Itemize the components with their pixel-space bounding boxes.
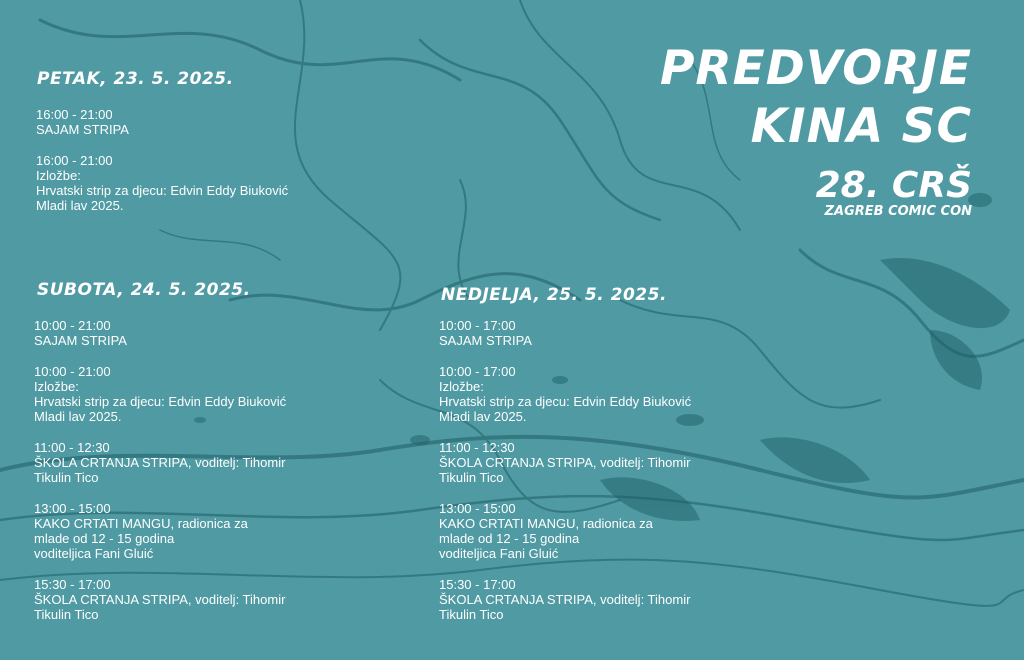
saturday-events — [34, 318, 354, 638]
event-line: voditeljica Fani Gluić — [439, 546, 559, 561]
event-line: voditeljica Fani Gluić — [34, 546, 154, 561]
event-item — [34, 501, 354, 561]
event-line: Hrvatski strip za djecu: Edvin Eddy Biuković — [36, 183, 289, 198]
event-time: 16:00 - 21:00 — [36, 153, 113, 168]
event-line: SAJAM STRIPA — [439, 333, 532, 348]
event-line: SAJAM STRIPA — [36, 122, 129, 137]
sunday-events — [439, 318, 759, 638]
event-line: mlade od 12 - 15 godina — [34, 531, 175, 546]
event-subtitle: ZAGREB COMIC CON — [824, 204, 972, 219]
event-line: Tikulin Tico — [439, 470, 504, 485]
event-line: Hrvatski strip za djecu: Edvin Eddy Biuković — [34, 394, 287, 409]
event-line: Izložbe: — [36, 168, 81, 183]
event-item — [34, 318, 354, 348]
event-line: ŠKOLA CRTANJA STRIPA, voditelj: Tihomir — [34, 592, 286, 607]
event-item — [34, 577, 354, 622]
event-time: 10:00 - 21:00 — [34, 318, 111, 333]
event-item — [34, 364, 354, 424]
venue-title-line2: KINA SC — [750, 99, 972, 154]
event-time: 10:00 - 21:00 — [34, 364, 111, 379]
event-time: 13:00 - 15:00 — [34, 501, 111, 516]
event-line: Tikulin Tico — [34, 607, 99, 622]
event-time: 11:00 - 12:30 — [34, 440, 110, 455]
friday-title: PETAK, 23. 5. 2025. — [37, 69, 234, 89]
event-line: Izložbe: — [34, 379, 79, 394]
event-time: 10:00 - 17:00 — [439, 364, 516, 379]
event-item — [36, 153, 356, 213]
venue-title-line1: PREDVORJE — [659, 41, 972, 96]
event-line: Mladi lav 2025. — [34, 409, 122, 424]
event-line: ŠKOLA CRTANJA STRIPA, voditelj: Tihomir — [439, 455, 691, 470]
event-line: KAKO CRTATI MANGU, radionica za — [439, 516, 653, 531]
event-line: Mladi lav 2025. — [439, 409, 527, 424]
event-item — [439, 577, 759, 622]
event-time: 15:30 - 17:00 — [439, 577, 516, 592]
event-line: ŠKOLA CRTANJA STRIPA, voditelj: Tihomir — [439, 592, 691, 607]
friday-events — [36, 107, 356, 229]
saturday-title: SUBOTA, 24. 5. 2025. — [37, 280, 251, 300]
event-line: Tikulin Tico — [439, 607, 504, 622]
event-line: Mladi lav 2025. — [36, 198, 124, 213]
event-line: KAKO CRTATI MANGU, radionica za — [34, 516, 248, 531]
event-item — [439, 364, 759, 424]
event-line: Hrvatski strip za djecu: Edvin Eddy Biuković — [439, 394, 692, 409]
event-line: SAJAM STRIPA — [34, 333, 127, 348]
event-item — [34, 440, 354, 485]
event-time: 15:30 - 17:00 — [34, 577, 111, 592]
edition-title: 28. CRŠ — [815, 165, 972, 206]
event-line: mlade od 12 - 15 godina — [439, 531, 580, 546]
event-item — [439, 318, 759, 348]
event-time: 11:00 - 12:30 — [439, 440, 515, 455]
event-line: ŠKOLA CRTANJA STRIPA, voditelj: Tihomir — [34, 455, 286, 470]
event-line: Izložbe: — [439, 379, 484, 394]
event-line: Tikulin Tico — [34, 470, 99, 485]
event-item — [439, 501, 759, 561]
event-time: 13:00 - 15:00 — [439, 501, 516, 516]
venue-title-block — [660, 40, 972, 220]
event-item — [439, 440, 759, 485]
event-item — [36, 107, 356, 137]
event-time: 16:00 - 21:00 — [36, 107, 113, 122]
event-time: 10:00 - 17:00 — [439, 318, 516, 333]
sunday-title: NEDJELJA, 25. 5. 2025. — [441, 285, 667, 305]
